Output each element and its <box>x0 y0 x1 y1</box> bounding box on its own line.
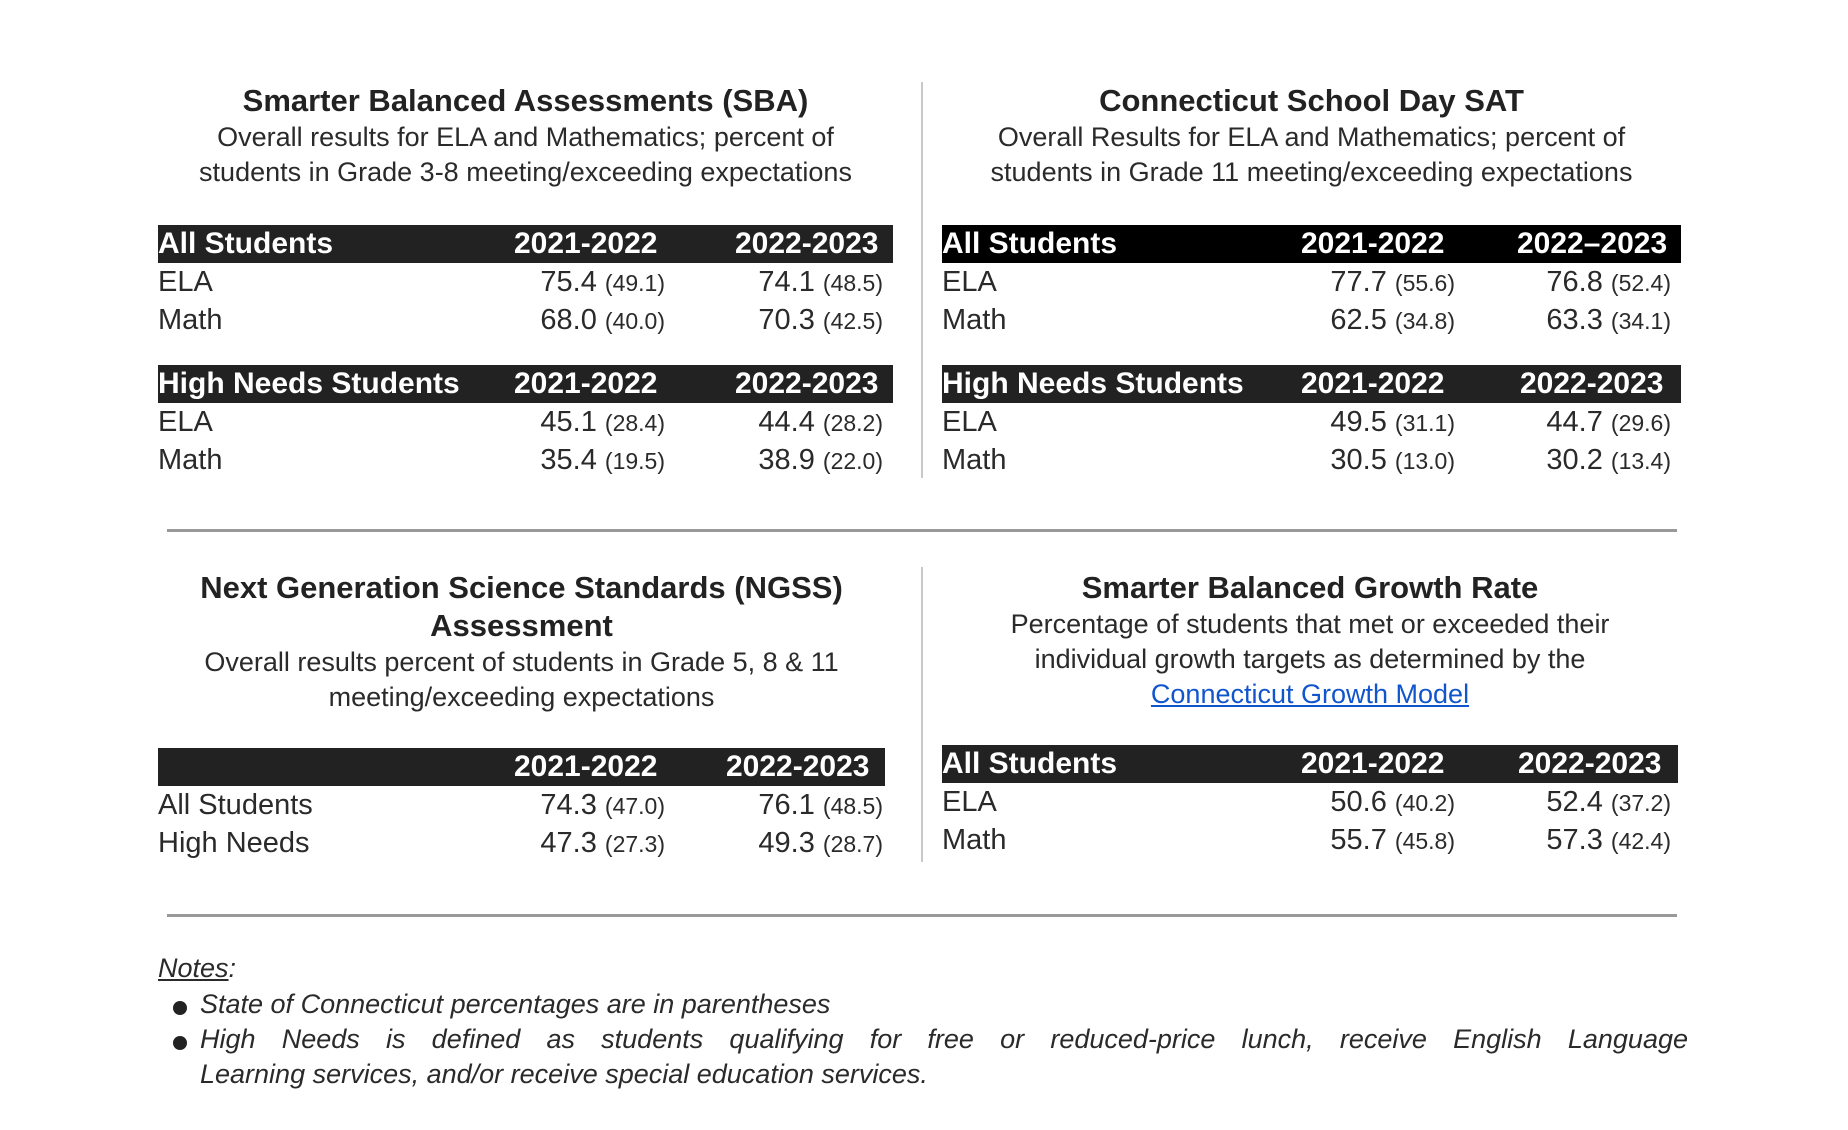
value-2021-2022: 74.3 (47.0) <box>540 789 665 821</box>
ngss-subtitle-line1: Overall results percent of students in Grade 5, 8 & 11 <box>204 647 839 677</box>
value-2022-2023: 63.3 (34.1) <box>1546 304 1671 336</box>
bullet-icon <box>173 1036 187 1050</box>
table-row <box>942 301 1681 339</box>
value-2022-2023: 44.4 (28.2) <box>758 406 883 438</box>
sat-subtitle-line2: students in Grade 11 meeting/exceeding expectations <box>990 157 1633 187</box>
row-label: Math <box>942 824 1007 856</box>
row-label: Math <box>942 444 1007 476</box>
value-2021-2022: 47.3 (27.3) <box>540 827 665 859</box>
table-row <box>158 403 893 441</box>
state-value: (29.6) <box>1610 410 1671 436</box>
state-value: (28.2) <box>822 410 883 436</box>
value-2021-2022: 68.0 (40.0) <box>540 304 665 336</box>
table-header <box>158 365 893 403</box>
header-year-1: 2021-2022 <box>1301 747 1445 780</box>
state-value: (27.3) <box>604 831 665 857</box>
table-header <box>158 748 885 786</box>
table-row <box>158 441 893 479</box>
row-label: ELA <box>158 266 213 298</box>
table-row <box>158 301 893 339</box>
state-value: (34.8) <box>1394 308 1455 334</box>
header-label: High Needs Students <box>942 367 1244 400</box>
table-row <box>158 786 885 824</box>
state-value: (40.0) <box>604 308 665 334</box>
state-value: (13.0) <box>1394 448 1455 474</box>
table-row <box>942 441 1681 479</box>
table-row <box>158 824 885 862</box>
note-item-continuation: Learning services, and/or receive special education services. <box>200 1059 928 1089</box>
row-label: Math <box>158 444 223 476</box>
table-header <box>942 225 1681 263</box>
header-year-1: 2021-2022 <box>1301 367 1445 400</box>
row-label: ELA <box>942 786 997 818</box>
horizontal-divider-1 <box>167 529 1677 532</box>
sat-title: Connecticut School Day SAT <box>1099 83 1524 118</box>
header-year-1: 2021-2022 <box>514 367 658 400</box>
state-value: (19.5) <box>604 448 665 474</box>
value-2021-2022: 49.5 (31.1) <box>1330 406 1455 438</box>
state-value: (13.4) <box>1610 448 1671 474</box>
value-2022-2023: 49.3 (28.7) <box>758 827 883 859</box>
table-row <box>942 403 1681 441</box>
table-row <box>942 263 1681 301</box>
growth-subtitle-line1: Percentage of students that met or exceeded their <box>1010 609 1610 639</box>
notes-heading: Notes: <box>158 953 237 983</box>
table-row <box>158 263 893 301</box>
state-value: (28.4) <box>604 410 665 436</box>
header-label: All Students <box>158 227 334 260</box>
value-2021-2022: 77.7 (55.6) <box>1330 266 1455 298</box>
value-2021-2022: 75.4 (49.1) <box>540 266 665 298</box>
state-value: (45.8) <box>1394 828 1455 854</box>
state-value: (28.7) <box>822 831 883 857</box>
growth-title: Smarter Balanced Growth Rate <box>1081 570 1539 605</box>
header-label: All Students <box>942 747 1118 780</box>
header-year-2: 2022-2023 <box>735 367 879 400</box>
row-label: High Needs <box>158 827 310 859</box>
row-label: ELA <box>158 406 213 438</box>
value-2021-2022: 50.6 (40.2) <box>1330 786 1455 818</box>
value-2022-2023: 44.7 (29.6) <box>1546 406 1671 438</box>
state-value: (48.5) <box>822 270 883 296</box>
growth-subtitle-line2: individual growth targets as determined by the <box>1034 644 1586 674</box>
value-2021-2022: 35.4 (19.5) <box>540 444 665 476</box>
sba-subtitle-line1: Overall results for ELA and Mathematics; percent of <box>217 122 834 152</box>
state-value: (37.2) <box>1610 790 1671 816</box>
ngss-subtitle-line2: meeting/exceeding expectations <box>328 682 715 712</box>
value-2022-2023: 74.1 (48.5) <box>758 266 883 298</box>
state-value: (52.4) <box>1610 270 1671 296</box>
table-row <box>942 783 1678 821</box>
value-2022-2023: 38.9 (22.0) <box>758 444 883 476</box>
state-value: (48.5) <box>822 793 883 819</box>
connecticut-growth-model-link[interactable]: Connecticut Growth Model <box>1150 679 1470 709</box>
state-value: (42.4) <box>1610 828 1671 854</box>
header-year-1: 2021-2022 <box>514 227 658 260</box>
row-label: Math <box>158 304 223 336</box>
row-label: ELA <box>942 266 997 298</box>
header-label: All Students <box>942 227 1118 260</box>
table-row <box>942 821 1678 859</box>
growth-panel <box>942 566 1678 866</box>
header-year-1: 2021-2022 <box>1301 227 1445 260</box>
value-2022-2023: 30.2 (13.4) <box>1546 444 1671 476</box>
state-value: (22.0) <box>822 448 883 474</box>
state-value: (55.6) <box>1394 270 1455 296</box>
value-2022-2023: 52.4 (37.2) <box>1546 786 1671 818</box>
header-year-2: 2022-2023 <box>726 750 870 783</box>
value-2021-2022: 45.1 (28.4) <box>540 406 665 438</box>
state-value: (42.5) <box>822 308 883 334</box>
sat-subtitle-line1: Overall Results for ELA and Mathematics; percent of <box>997 122 1626 152</box>
ngss-panel <box>158 566 885 866</box>
horizontal-divider-2 <box>167 914 1677 917</box>
row-label: Math <box>942 304 1007 336</box>
header-year-2: 2022-2023 <box>735 227 879 260</box>
sba-title: Smarter Balanced Assessments (SBA) <box>242 83 809 118</box>
row-label: All Students <box>158 789 313 821</box>
ngss-title-line1: Next Generation Science Standards (NGSS) <box>200 570 843 605</box>
note-item: High Needs is defined as students qualifying for free or reduced-price lunch, receive English Language <box>200 1024 1688 1054</box>
table-header <box>942 365 1681 403</box>
header-year-2: 2022–2023 <box>1517 227 1668 260</box>
value-2022-2023: 70.3 (42.5) <box>758 304 883 336</box>
table-header <box>158 225 893 263</box>
state-value: (49.1) <box>604 270 665 296</box>
sba-panel <box>158 80 893 480</box>
state-value: (31.1) <box>1394 410 1455 436</box>
ngss-title-line2: Assessment <box>430 608 613 643</box>
bullet-icon <box>173 1001 187 1015</box>
state-value: (47.0) <box>604 793 665 819</box>
header-label: High Needs Students <box>158 367 460 400</box>
value-2022-2023: 57.3 (42.4) <box>1546 824 1671 856</box>
table-header <box>942 745 1678 783</box>
row-label: ELA <box>942 406 997 438</box>
state-value: (34.1) <box>1610 308 1671 334</box>
sba-subtitle-line2: students in Grade 3-8 meeting/exceeding expectations <box>199 157 852 187</box>
value-2021-2022: 55.7 (45.8) <box>1330 824 1455 856</box>
note-item: State of Connecticut percentages are in parentheses <box>200 989 831 1019</box>
state-value: (40.2) <box>1394 790 1455 816</box>
header-year-2: 2022-2023 <box>1518 747 1662 780</box>
header-year-1: 2021-2022 <box>514 750 658 783</box>
value-2021-2022: 30.5 (13.0) <box>1330 444 1455 476</box>
value-2022-2023: 76.1 (48.5) <box>758 789 883 821</box>
value-2022-2023: 76.8 (52.4) <box>1546 266 1671 298</box>
growth-link-line <box>922 677 1698 712</box>
value-2021-2022: 62.5 (34.8) <box>1330 304 1455 336</box>
header-year-2: 2022-2023 <box>1520 367 1664 400</box>
sat-panel <box>942 80 1681 480</box>
